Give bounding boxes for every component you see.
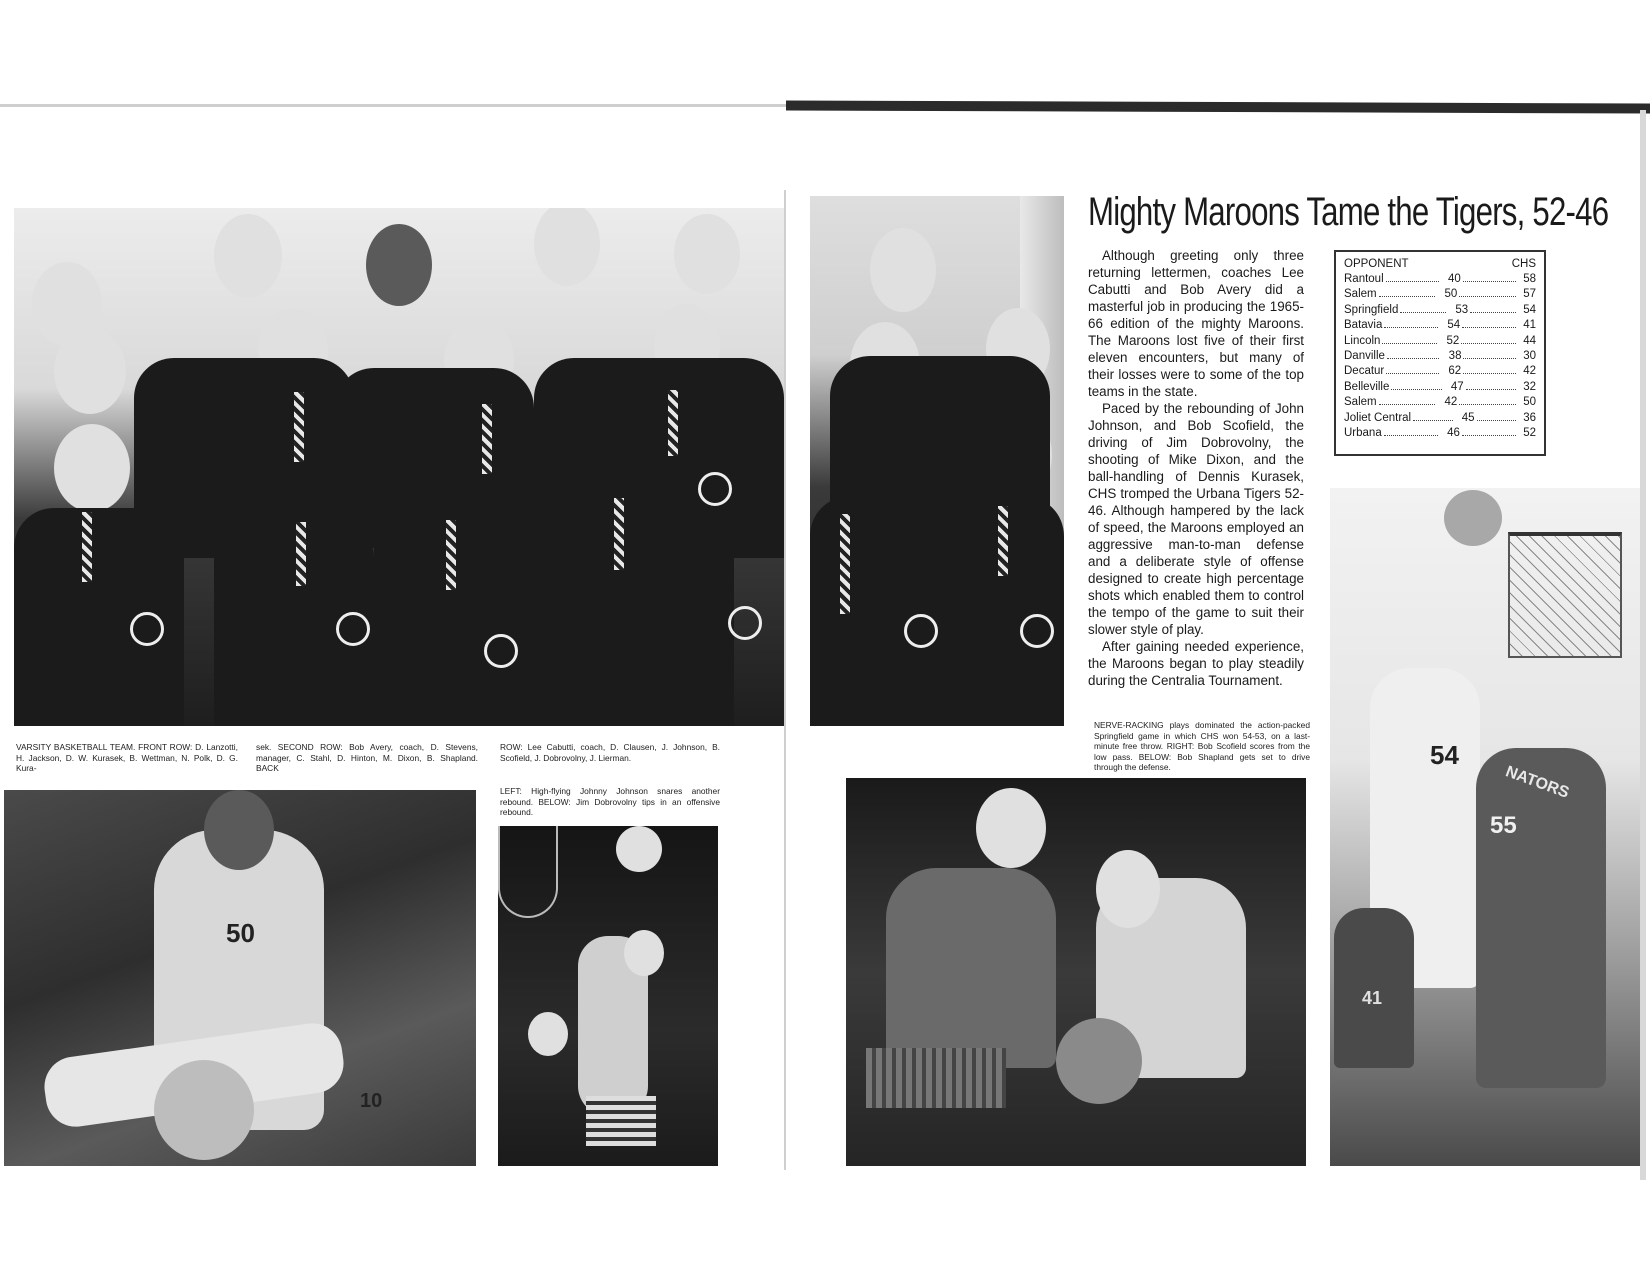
score-row: Decatur 62 42 — [1344, 365, 1536, 378]
emblem-icon — [728, 606, 762, 640]
scoreboard-header — [1344, 258, 1536, 270]
rebound-caption: LEFT: High-flying Johnny Johnson snares another rebound. BELOW: Jim Dobrovolny tips in an offensive rebound. — [500, 786, 720, 817]
page-edge-right — [786, 100, 1650, 113]
page-title: Mighty Maroons Tame the Tigers, 52-46 — [1088, 190, 1609, 234]
jersey-number: 41 — [1362, 988, 1383, 1008]
jersey-number: 50 — [226, 918, 255, 948]
photo-johnson-rebound — [4, 790, 476, 1166]
team-photo-right — [810, 196, 1064, 726]
article-paragraph: Paced by the rebounding of John Johnson, and Bob Scofield, the driving of Jim Dobrovolny, the shooting of Mike Dixon, and the ball-handling of Dennis Kurasek, CHS tromped the Urbana Tigers 52-46. Although hampered by the lack of speed, the Maroons employed an aggressive man-to-man defense and a deliberate style of offense designed to create high percentage shots which enabled them to control the tempo of the game to suit their slower style of play. — [1088, 401, 1304, 637]
score-row: Urbana 46 52 — [1344, 426, 1536, 439]
page-edge-side — [1640, 110, 1646, 1180]
jersey-number: 54 — [1430, 740, 1459, 770]
team-caption-col2: sek. SECOND ROW: Bob Avery, coach, D. Stevens, manager, C. Stahl, D. Hinton, M. Dixon, B. Shapland. BACK — [256, 742, 478, 773]
emblem-icon — [698, 472, 732, 506]
photo-scofield-score — [1330, 488, 1640, 1166]
page-gutter — [784, 190, 786, 1170]
score-row: Batavia 54 41 — [1344, 319, 1537, 332]
emblem-icon — [484, 634, 518, 668]
jersey-number: 55 — [1490, 812, 1517, 839]
score-row: Salem 42 50 — [1344, 396, 1537, 409]
article-body — [1088, 247, 1304, 689]
score-row: Salem 50 57 — [1344, 288, 1537, 301]
article-paragraph: After gaining needed experience, the Maroons began to play steadily during the Centralia Tournament. — [1088, 639, 1304, 688]
action-caption: NERVE-RACKING plays dominated the action-packed Springfield game in which CHS won 54-53, on a last-minute free throw. RIGHT: Bob Scofield scores from the low pass. BELOW: Bob Shapland gets set to drive through the defense. — [1094, 720, 1310, 772]
chs-header: CHS — [1511, 258, 1536, 270]
article-paragraph: Although greeting only three returning lettermen, coaches Lee Cabutti and Bob Avery did a masterful job in producing the 1965-66 edition of the mighty Maroons. The Maroons lost five of their first eleven encounters, but many of their losses were to some of the top teams in the state. — [1088, 248, 1304, 399]
photo-dobrovolny-tip — [498, 826, 718, 1166]
score-row: Joliet Central 45 36 — [1344, 411, 1536, 424]
team-caption-col1: VARSITY BASKETBALL TEAM. FRONT ROW: D. Lanzotti, H. Jackson, D. W. Kurasek, B. Wettman, N. Polk, D. G. Kura- — [16, 742, 238, 773]
score-row: Springfield 53 54 — [1344, 303, 1536, 316]
emblem-icon — [1020, 614, 1054, 648]
score-row: Belleville 47 32 — [1344, 380, 1537, 393]
season-scoreboard — [1334, 250, 1546, 456]
photo-springfield-game — [846, 778, 1306, 1166]
opponent-header: OPPONENT — [1344, 258, 1409, 270]
score-row: Lincoln 52 44 — [1344, 334, 1537, 347]
jersey-number: 10 — [360, 1090, 383, 1112]
team-caption-col3: ROW: Lee Cabutti, coach, D. Clausen, J. Johnson, B. Scofield, J. Dobrovolny, J. Lierman. — [500, 742, 720, 763]
score-row: Danville 38 30 — [1344, 349, 1537, 362]
emblem-icon — [904, 614, 938, 648]
score-row: Rantoul 40 58 — [1344, 273, 1537, 285]
jersey-text: NATORS — [1503, 763, 1572, 802]
emblem-icon — [130, 612, 164, 646]
team-photo-left — [14, 208, 784, 726]
page-edge-left — [0, 104, 786, 107]
emblem-icon — [336, 612, 370, 646]
